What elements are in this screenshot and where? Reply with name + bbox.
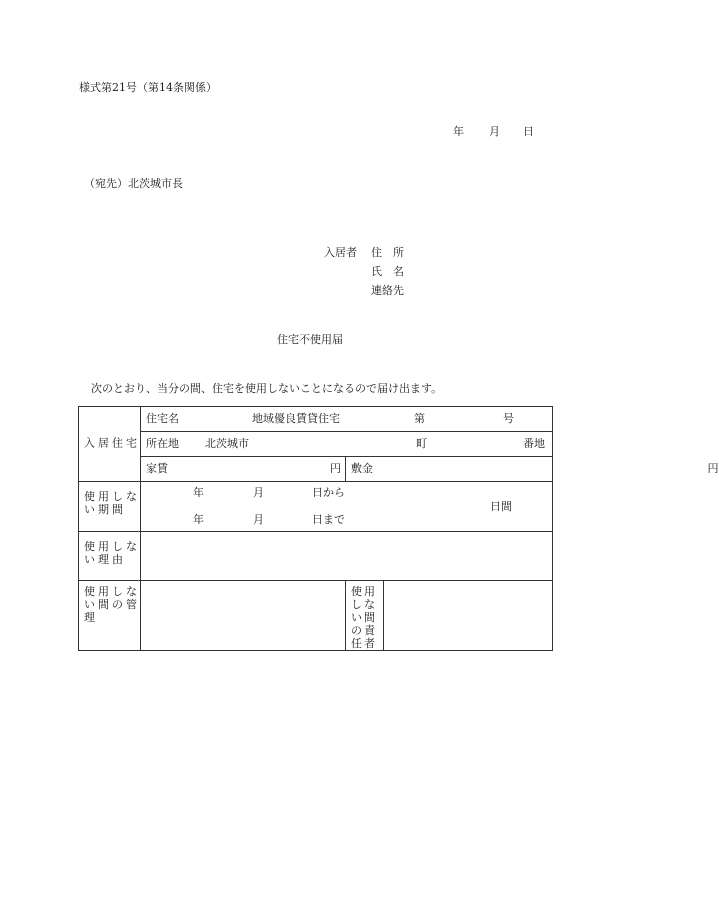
location-label: 所在地 [146, 437, 179, 450]
table-row [79, 457, 553, 482]
table-row [79, 581, 553, 651]
management-cell[interactable] [141, 581, 346, 651]
housing-name-value: 地域優良賃貸住宅 [252, 412, 340, 425]
dai-label: 第 [414, 412, 425, 425]
from-month-label: 月 [253, 486, 264, 499]
date-month: 月 [489, 125, 500, 138]
table-row [79, 432, 553, 457]
resident-housing-label: 入居住宅 [84, 436, 140, 450]
management-label-cell [79, 581, 141, 651]
banchi-label: 番地 [523, 437, 545, 450]
application-table [78, 406, 719, 651]
go-label: 号 [503, 412, 514, 425]
responsible-label: 使用しない間の責任者 [351, 585, 377, 650]
form-number: 様式第21号（第14条関係） [79, 81, 217, 94]
deposit-yen: 円 [707, 462, 719, 475]
date-year: 年 [453, 125, 464, 138]
period-cell[interactable] [141, 482, 553, 532]
resident-housing-cell [79, 407, 141, 482]
deposit-label: 敷金 [351, 462, 373, 475]
deposit-cell[interactable] [346, 457, 553, 482]
applicant-label: 入居者 [324, 246, 357, 259]
table-row [79, 482, 553, 532]
from-year-label: 年 [193, 486, 204, 499]
table-row [79, 407, 553, 432]
reason-label: 使用しない理由 [84, 540, 140, 566]
cho-label: 町 [416, 437, 427, 450]
date-day: 日 [523, 125, 534, 138]
to-year-label: 年 [193, 513, 204, 526]
location-cell[interactable] [141, 432, 553, 457]
housing-name-cell[interactable] [141, 407, 553, 432]
management-label: 使用しない間の管理 [84, 585, 140, 624]
from-day-label: 日から [312, 486, 345, 499]
period-label-cell [79, 482, 141, 532]
applicant-name-label: 氏 名 [371, 265, 404, 278]
addressee: （宛先）北茨城市長 [84, 177, 183, 190]
to-day-label: 日まで [312, 513, 345, 526]
applicant-contact-label: 連絡先 [371, 284, 404, 297]
table-row [79, 532, 553, 581]
reason-label-cell [79, 532, 141, 581]
location-value: 北茨城市 [205, 437, 249, 450]
applicant-address-label: 住 所 [371, 246, 404, 259]
period-label: 使用しない期間 [84, 490, 140, 516]
intro-text: 次のとおり、当分の間、住宅を使用しないことになるので届け出ます。 [91, 382, 443, 395]
document-title: 住宅不使用届 [277, 333, 343, 346]
to-month-label: 月 [253, 513, 264, 526]
days-label: 日間 [490, 500, 512, 513]
rent-label: 家賃 [146, 462, 168, 475]
responsible-cell[interactable] [384, 581, 553, 651]
responsible-label-cell [346, 581, 384, 651]
housing-name-label: 住宅名 [146, 412, 179, 425]
rent-yen: 円 [330, 462, 341, 475]
rent-cell[interactable] [141, 457, 346, 482]
reason-cell[interactable] [141, 532, 553, 581]
